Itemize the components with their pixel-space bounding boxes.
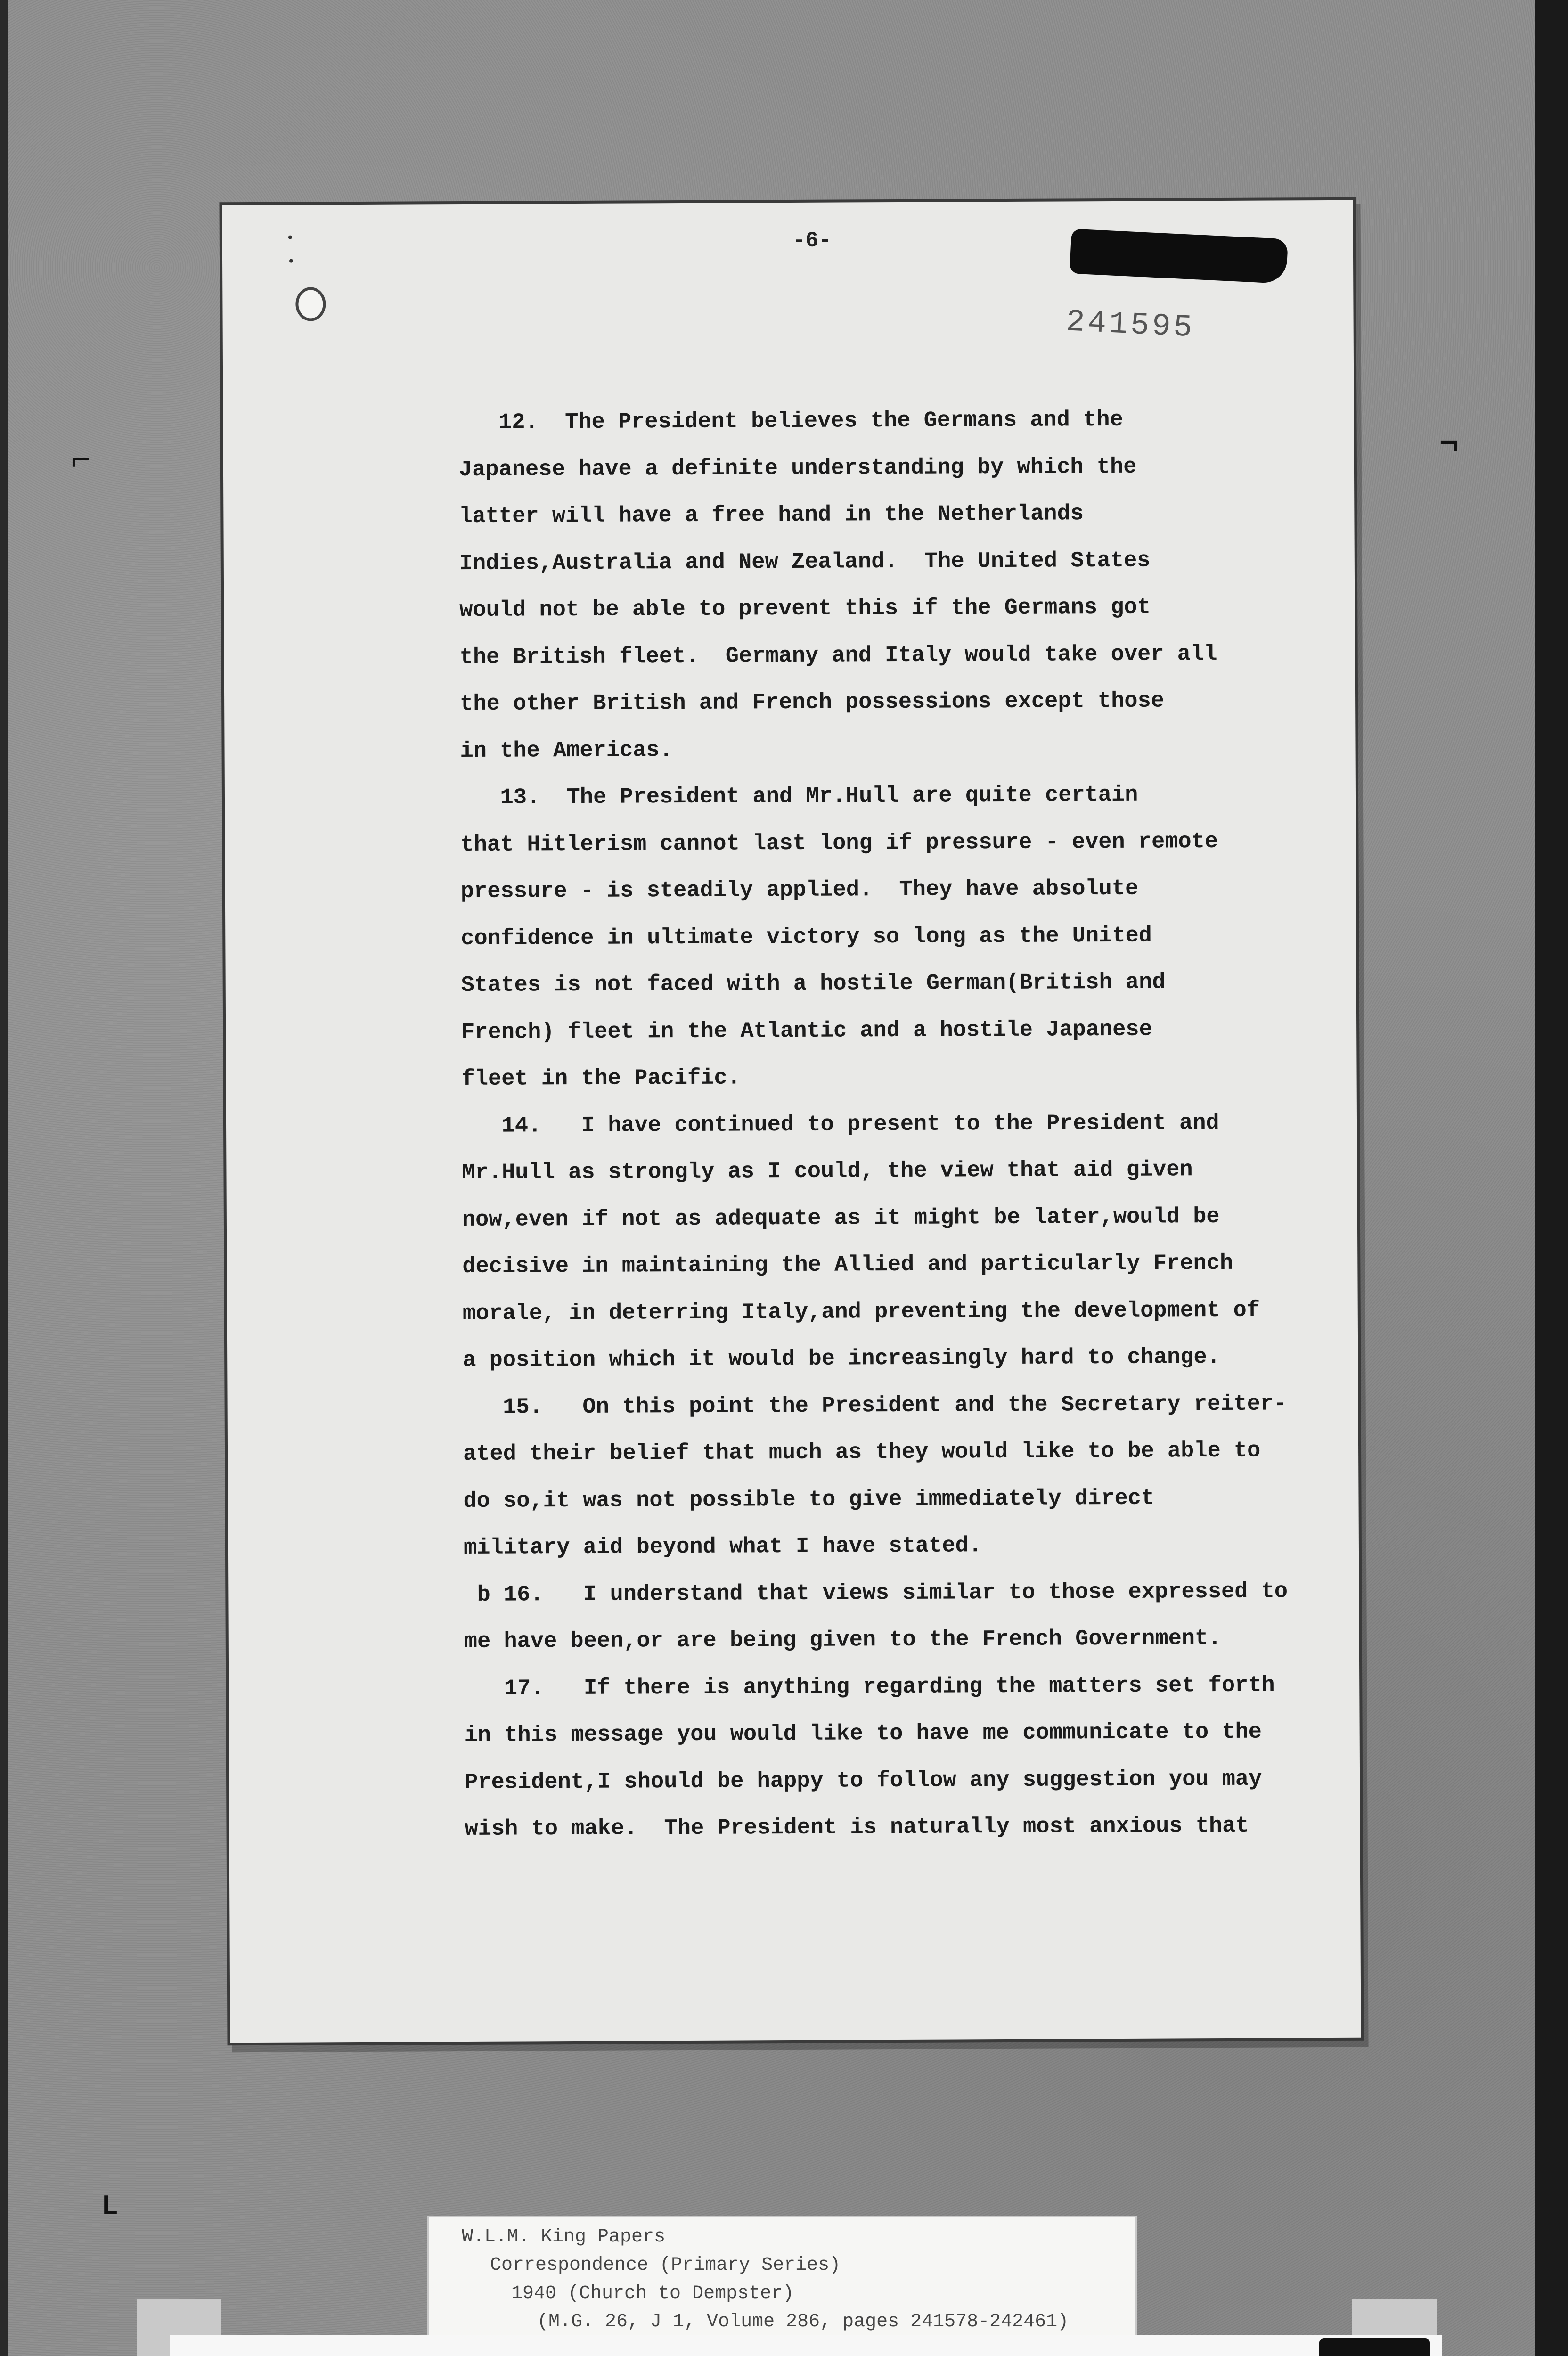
film-border-left <box>0 0 8 2356</box>
paragraph-13: 13. The President and Mr.Hull are quite certain that Hitlerism cannot last long if pressure - even remote pressure - is steadily applied. They have absolute confidence in ultimate victory so long as the United States is not faced with a hostile German(British and French) fleet in the Atlantic and a hostile Japanese fleet in the Pacific. <box>460 782 1218 1092</box>
index-card <box>429 2217 1135 2354</box>
paragraph-16: b 16. I understand that views similar to those expressed to me have been,or are being given to the French Government. <box>464 1579 1288 1655</box>
paragraph-15: 15. On this point the President and the Secretary reiter- ated their belief that much as they would like to be able to do so,it was not possible to give immediately direct military aid beyond what I have stated. <box>463 1391 1287 1561</box>
redaction-bar <box>1070 229 1288 284</box>
mark-dot <box>289 259 293 263</box>
punch-hole <box>295 287 326 321</box>
archives-label <box>170 2335 1442 2356</box>
paragraph-17: 17. If there is anything regarding the matters set forth in this message you would like to have me communicate to the President,I should be happy to follow any suggestion you may wish to make. The President is naturally most anxious that <box>464 1673 1275 1842</box>
film-border-right <box>1535 0 1568 2356</box>
card-line-series: Correspondence (Primary Series) <box>490 2255 841 2276</box>
mark-dot <box>288 236 292 239</box>
card-line-collection: W.L.M. King Papers <box>462 2226 666 2248</box>
card-line-year: 1940 (Church to Dempster) <box>511 2283 794 2304</box>
page-number: -6- <box>792 228 832 253</box>
stamp-number: 241595 <box>1065 304 1196 346</box>
card-line-reference: (M.G. 26, J 1, Volume 286, pages 241578-242461) <box>537 2311 1069 2332</box>
document-body <box>458 396 1350 1853</box>
crop-mark-top-left: ⌐ <box>71 443 91 480</box>
paragraph-14: 14. I have continued to present to the President and Mr.Hull as strongly as I could, the view that aid given now,even if not as adequate as it might be later,would be decisive in maintaining the Allied and particularly French morale, in deterring Italy,and preventing the development of a position which it would be increasingly hard to change. <box>461 1110 1260 1374</box>
archives-logo <box>1319 2338 1430 2356</box>
crop-mark-top-right: ¬ <box>1439 426 1460 464</box>
paragraph-12: 12. The President believes the Germans and the Japanese have a definite understanding by which the latter will have a free hand in the Netherlands Indies,Australia and New Zealand. The United States would not be able to prevent this if the Germans got the British fleet. Germany and Italy would take over all the other British and French possessions except those in the Americas. <box>458 407 1217 764</box>
crop-mark-bottom-left: L <box>101 2191 119 2223</box>
typed-document-page <box>222 200 1361 2043</box>
